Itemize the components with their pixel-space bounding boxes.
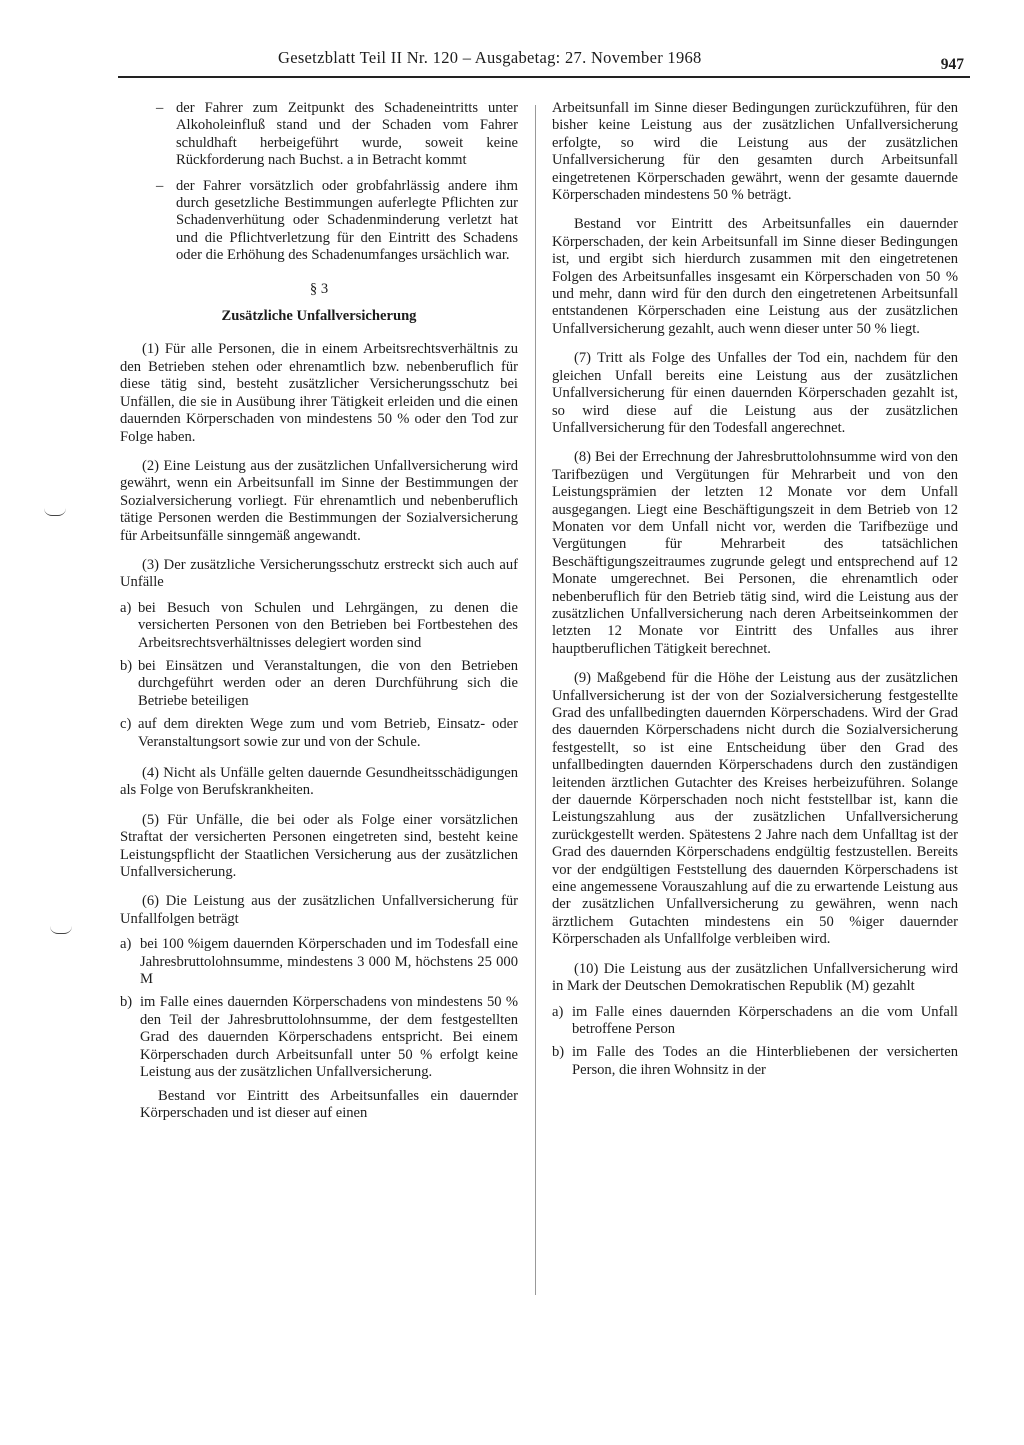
paragraph-6: (6) Die Leistung aus der zusätzlichen Unfallversicherung für Unfallfolgen beträgt [120,893,518,927]
item-marker: c) [120,716,132,733]
right-column [552,100,958,1085]
section-heading: Zusätzliche Unfallversicherung [221,308,417,325]
list-item-b [552,1044,958,1079]
paragraph-5: (5) Für Unfälle, die bei oder als Folge einer vorsätzlichen Straftat der versicherten Personen eingetreten sind, besteht keine Leistungspflicht der Staatlichen Versicherung aus der zusätzlichen Unfallversicherung. [120,811,518,881]
dash-item [120,100,518,170]
paragraph-8: (8) Bei der Errechnung der Jahresbruttolohnsumme wird von den Tarifbezügen und Vergütungen für Mehrarbeit und von den Leistungsprämien der letzten 12 Monate vor dem Unfall ausgegangen. Liegt eine Beschäftigungszeit in dem Betrieb von 12 Monaten vor dem Unfall nicht vor, werden die Tarifbezüge und Vergütungen für Mehrarbeit des tatsächlichen Beschäftigungszeitraumes zugrunde gelegt und entsprechend auf 12 Monate umgerechnet. Bei Personen, die ehrenamtlich oder nebenberuflich für den Betrieb tätig sind, wird die Leistung aus der zusätzlichen Unfallversicherung nach deren Arbeitseinkommen der letzten 12 Monate vor Eintritt des Unfalles aus ihrer hauptberuflichen Tätigkeit berechnet. [552,449,958,657]
dash-item [120,178,518,265]
list-item-text: im Falle eines dauernden Körperschadens von mindestens 50 % den Teil der Jahresbruttolohnsumme, der dem festgestellten Grad des dauernden Körperschadens entspricht. Bei einem Körperschaden durch Arbeitsunfall unter 50 % erfolgt keine Leistung aus der zusätzlichen Unfallversicherung. [140,994,518,1081]
list-item-text: bei Besuch von Schulen und Lehrgängen, zu denen die versicherten Personen von den Betrieben bei Fortbestehen des Arbeitsrechtsverhältnisses delegiert worden sind [138,599,518,651]
paragraph-continuation: Arbeitsunfall im Sinne dieser Bedingungen zurückzuführen, für den bisher keine Leistung aus der zusätzlichen Unfallversicherung erfolgte, so wird die Leistung aus der zusätzlichen Unfallversicherung für den gesamten durch Arbeitsunfall eingetretenen Körperschaden gewährt, wenn der gesamte dauernde Körperschaden mindestens 50 % beträgt. [552,100,958,204]
list-item-text: bei 100 %igem dauernden Körperschaden und im Todesfall eine Jahresbruttolohnsumme, mindestens 3 000 M, höchstens 25 000 M [140,936,518,988]
list-item-text: auf dem direkten Wege zum und vom Betrieb, Einsatz- oder Veranstaltungsort sowie zur und von der Schule. [138,716,518,750]
paragraph-7: (7) Tritt als Folge des Unfalles der Tod ein, nachdem für den gleichen Unfall bereits eine Leistung aus der zusätzlichen Unfallversicherung für einen dauernden Körperschaden gezahlt ist, so wird diese auf die Leistung aus der zusätzlichen Unfallversicherung für den Todesfall angerechnet. [552,350,958,436]
section-number: § 3 [309,280,329,297]
list-item-continuation: Bestand vor Eintritt des Arbeitsunfalles ein dauernder Körperschaden und ist dieser auf einen [140,1087,518,1121]
list-item-b [120,658,518,710]
margin-tick-mark [50,926,72,934]
list-item-text: im Falle des Todes an die Hinterbliebenen der versicherten Person, die ihren Wohnsitz in der [572,1044,958,1078]
paragraph-continuation-2: Bestand vor Eintritt des Arbeitsunfalles ein dauernder Körperschaden, der kein Arbeitsunfall im Sinne dieser Bedingungen ist, und ergibt sich hierdurch zusammen mit den eingetretenen Folgen des Arbeitsunfalles insgesamt ein Körperschaden von 50 % und mehr, dann wird für den durch den eingetretenen Arbeitsunfall entstandenen Körperschaden eine Leistung aus der zusätzlichen Unfallversicherung gezahlt, auch wenn dieser unter 50 % liegt. [552,216,958,337]
list-item-c [120,716,518,751]
list-item-a [552,1004,958,1039]
paragraph-3: (3) Der zusätzliche Versicherungsschutz erstreckt sich auch auf Unfälle [120,556,518,591]
page-number: 947 [940,56,964,73]
list-item-text: bei Einsätzen und Veranstaltungen, die von den Betrieben durchgeführt werden oder an deren Durchführung sich die Betriebe beteiligen [138,657,518,709]
paragraph-2: (2) Eine Leistung aus der zusätzlichen Unfallversicherung wird gewährt, wenn ein Arbeitsunfall im Sinne der Bestimmungen der Sozialversicherung vorliegt. Für ehrenamtlich und nebenberuflich tätige Personen werden die Bestimmungen der Sozialversicherung für Arbeitsunfälle sinngemäß angewandt. [120,457,518,544]
list-item-text: im Falle eines dauernden Körperschadens an die vom Unfall betroffene Person [572,1003,958,1037]
item-marker: b) [120,994,133,1011]
paragraph-4: (4) Nicht als Unfälle gelten dauernde Gesundheitsschädigungen als Folge von Berufskrankheiten. [120,765,518,799]
item-marker: a) [120,599,132,616]
dash-marker: – [156,100,164,116]
dash-item-text: der Fahrer zum Zeitpunkt des Schadeneintritts unter Alkoholeinfluß stand und der Schaden vom Fahrer schuldhaft herbeigeführt wurde, soweit keine Rückforderung nach Buchst. a in Betracht kommt [176,100,518,169]
dash-marker: – [156,177,164,194]
item-marker: a) [120,936,132,953]
margin-tick-mark [44,508,66,516]
item-marker: a) [552,1003,564,1020]
paragraph-10: (10) Die Leistung aus der zusätzlichen Unfallversicherung wird in Mark der Deutschen Demokratischen Republik (M) gezahlt [552,960,958,995]
paragraph-9: (9) Maßgebend für die Höhe der Leistung aus der zusätzlichen Unfallversicherung ist der von der Sozialversicherung festgestellte Grad des unfallbedingten dauernden Körperschadens. Wird der Grad des dauernden Körperschadens nicht durch die Sozialversicherung festgestellt, so ist eine Entscheidung über den Grad des unfallbedingten dauernden Körperschadens durch den zuständigen leitenden ärztlichen Gutachter des Kreises herbeizuführen. Solange der dauernde Körperschaden noch nicht feststellbar ist, kann die Leistungszahlung aus der zusätzlichen Unfallversicherung zurückgestellt werden. Spätestens 2 Jahre nach dem Unfalltag ist der Grad des dauernden Körperschadens endgültig festzustellen. Bereits vor der endgültigen Feststellung des dauernden Körperschadens ist eine angemessene Vorauszahlung auf die zu erwartende Leistung aus der zusätzlichen Unfallversicherung zu gewähren, wenn nach ärztlichem Gutachten mindestens ein 50 %iger dauernder Körperschaden als Unfallfolge verbleiben wird. [552,670,958,948]
gazette-title: Gesetzblatt Teil II Nr. 120 – Ausgabetag: 27. November 1968 [278,48,702,67]
list-item-b [120,994,518,1122]
dash-item-text: der Fahrer vorsätzlich oder grobfahrlässig andere ihm durch gesetzliche Bestimmungen auferlegte Pflichten zur Schadenverhütung oder Schadenminderung verletzt hat und die Pflichtverletzung für den Eintritt des Schadens oder die Erhöhung des Schadenumfanges ursächlich war. [176,177,518,264]
paragraph-1: (1) Für alle Personen, die in einem Arbeitsrechtsverhältnis zu den Betrieben stehen oder ehrenamtlich bzw. nebenberuflich für diese tätig sind, besteht zusätzlicher Versicherungsschutz bei Unfällen, die sie in Ausübung ihrer Tätigkeit erleiden und die einen dauernden Körperschaden von mindestens 50 % oder den Tod zur Folge haben. [120,341,518,445]
column-divider [535,105,536,1295]
list-item-a [120,600,518,652]
item-marker: b) [120,657,133,674]
list-item-a [120,936,518,988]
left-column [120,100,518,1128]
item-marker: b) [552,1044,565,1061]
page-header [118,46,970,78]
